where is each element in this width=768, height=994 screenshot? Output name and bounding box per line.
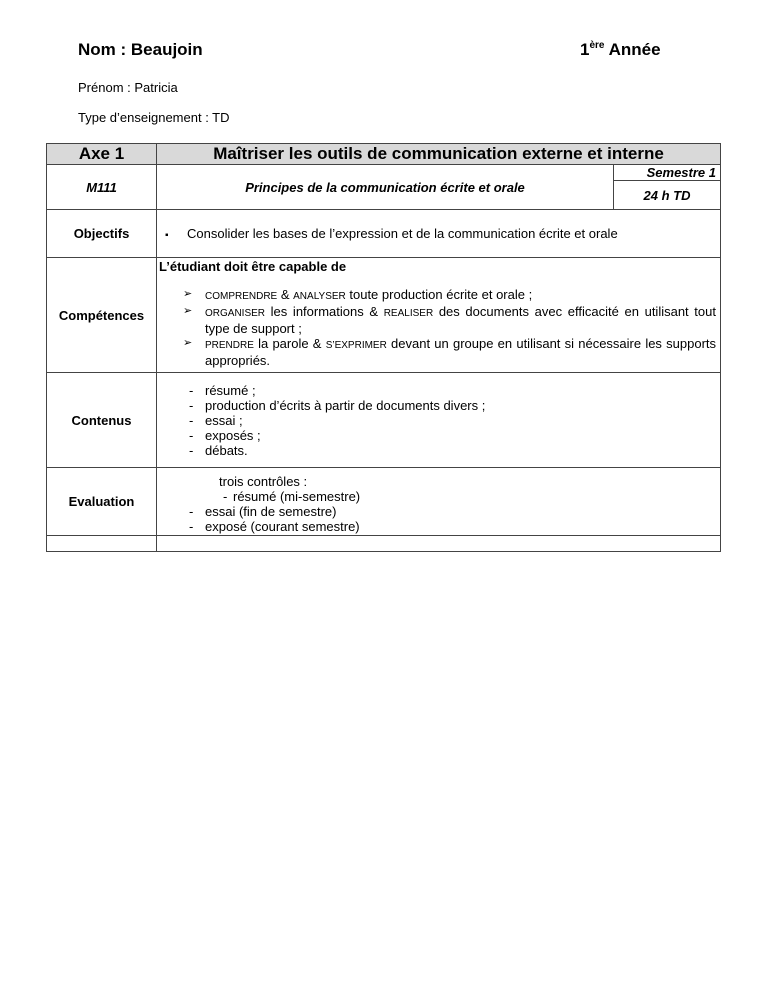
competences-label: Compétences <box>47 258 157 373</box>
list-item: ➢ ORGANISER les informations & REALISER des documents avec efficacité en utilisant tout type de support ; <box>183 304 716 336</box>
evaluation-label: Evaluation <box>47 468 157 536</box>
objectifs-text: Consolider les bases de l’expression et de la communication écrite et orale <box>187 226 618 241</box>
arrow-bullet-icon: ➢ <box>183 305 193 317</box>
objectifs-cell <box>157 210 721 258</box>
competences-list <box>157 287 720 368</box>
list-item: - exposé (courant semestre) <box>189 519 360 534</box>
list-item: - débats. <box>189 442 248 458</box>
list-item: - résumé (mi-semestre) <box>223 489 361 504</box>
module-table <box>46 143 721 552</box>
list-item: - essai ; <box>189 412 243 428</box>
module-cell <box>157 165 721 210</box>
contenus-list <box>157 383 720 458</box>
list-item: ➢ COMPRENDRE & ANALYSER toute production écrite et orale ; <box>183 287 533 302</box>
annee-label <box>580 40 661 60</box>
heures-label: 24 h TD <box>614 181 721 210</box>
axe-label: Axe 1 <box>47 144 157 165</box>
contenus-row <box>47 373 721 468</box>
list-item: - exposés ; <box>189 427 261 443</box>
annee-number: 1 <box>580 40 590 59</box>
type-enseignement: Type d’enseignement : TD <box>78 110 230 125</box>
semestre-label: Semestre 1 <box>614 165 721 181</box>
evaluation-row <box>47 468 721 536</box>
objectifs-label: Objectifs <box>47 210 157 258</box>
list-item: - résumé ; <box>189 382 256 398</box>
contenus-cell <box>157 373 721 468</box>
module-title: Principes de la communication écrite et orale <box>245 179 525 195</box>
annee-superscript: ère <box>589 40 605 51</box>
competences-cell <box>157 258 721 373</box>
empty-row <box>47 536 721 552</box>
list-item: - essai (fin de semestre) <box>189 504 337 519</box>
evaluation-cell <box>157 468 721 536</box>
arrow-bullet-icon: ➢ <box>183 288 193 300</box>
evaluation-intro: trois contrôles : <box>219 474 308 489</box>
axe-row <box>47 144 721 165</box>
objectifs-row <box>47 210 721 258</box>
contenus-label: Contenus <box>47 373 157 468</box>
square-bullet-icon: ▪ <box>165 230 169 241</box>
competences-intro: L’étudiant doit être capable de <box>159 259 347 274</box>
axe-title: Maîtriser les outils de communication externe et interne <box>157 144 721 165</box>
nom-label: Nom : Beaujoin <box>78 40 203 59</box>
annee-word: Année <box>604 40 661 59</box>
list-item: ➢ PRENDRE la parole & S’EXPRIMER devant un groupe en utilisant si nécessaire les supports appropriés. <box>183 336 717 368</box>
prenom-label: Prénom : Patricia <box>78 80 178 95</box>
competences-row <box>47 258 721 373</box>
list-item: - production d’écrits à partir de documents divers ; <box>189 397 486 413</box>
module-code: M111 <box>47 165 157 210</box>
module-row <box>47 165 721 210</box>
arrow-bullet-icon: ➢ <box>183 337 193 349</box>
evaluation-list <box>157 489 720 534</box>
